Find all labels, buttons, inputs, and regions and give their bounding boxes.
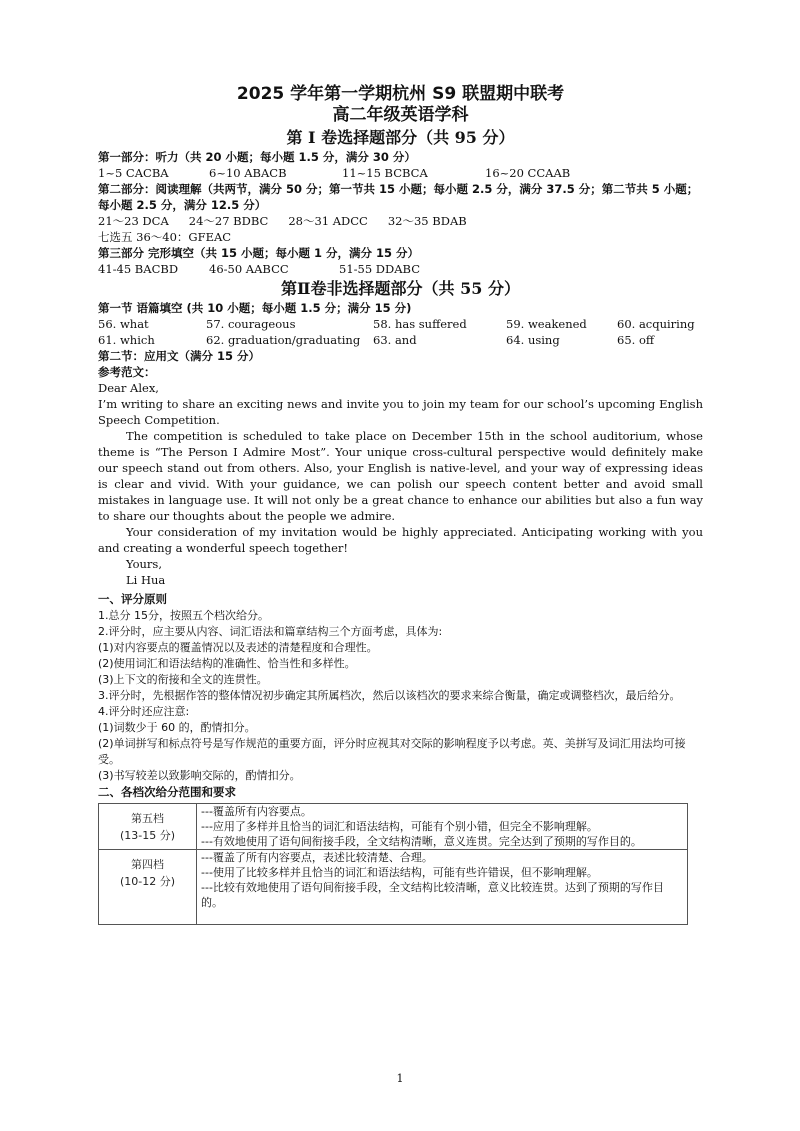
cloze-answers: [98, 261, 703, 277]
letter-closing: Yours,: [126, 557, 162, 571]
reading-heading: 第二部分：阅读理解（共两节，满分 50 分；第一节共 15 小题；每小题 2.5 分，满分 37.5 分；第二节共 5 小题；每小题 2.5 分，满分 12.5 分）: [98, 182, 699, 212]
page-number: 1: [396, 1072, 404, 1085]
grammar-answers-row1: [98, 316, 703, 332]
grades-heading: 二、各档次给分范围和要求: [98, 785, 236, 799]
answer-item: 59. weakened: [506, 317, 587, 331]
table-row: [99, 850, 688, 925]
grade-level: 第五档: [131, 811, 164, 825]
answer-item: 56. what: [98, 317, 149, 331]
principle-item: 4.评分时还应注意:: [98, 705, 190, 718]
subject-title: 高二年级英语学科: [332, 105, 469, 125]
principle-item: (1)对内容要点的覆盖情况以及表述的清楚程度和合理性。: [98, 641, 378, 654]
letter-signature: Li Hua: [126, 573, 166, 587]
answer-item: 61. which: [98, 333, 155, 347]
seven-five-answers: 七选五 36～40：GFEAC: [98, 230, 232, 244]
letter-paragraph-3: Your consideration of my invitation would be highly appreciated. Anticipating working with you and creating a wonderful speech together!: [98, 525, 703, 555]
grade-requirement: ---使用了比较多样并且恰当的词汇和语法结构，可能有些许错误，但不影响理解。: [201, 866, 598, 879]
principle-item: 3.评分时，先根据作答的整体情况初步确定其所属档次，然后以该档次的要求来综合衡量，确定或调整档次，最后给分。: [98, 689, 681, 702]
letter-greeting: Dear Alex,: [98, 381, 159, 395]
answer-item: 60. acquiring: [617, 317, 695, 331]
grade-requirement: ---覆盖了所有内容要点，表述比较清楚、合理。: [201, 851, 433, 864]
grade-level-cell: [99, 804, 197, 850]
principle-item: (3)书写较差以致影响交际的，酌情扣分。: [98, 769, 301, 782]
part2-title: 第Ⅱ卷非选择题部分（共 55 分）: [281, 279, 520, 298]
letter-paragraph-1: I’m writing to share an exciting news and invite you to join my team for our school’s upcoming English Speech Competition.: [98, 397, 703, 427]
principle-item: (2)使用词汇和语法结构的准确性、恰当性和多样性。: [98, 657, 356, 670]
grammar-answers-row2: [98, 332, 703, 348]
part1-title: 第 I 卷选择题部分（共 95 分）: [286, 128, 515, 147]
table-row: [99, 804, 688, 850]
listening-answers: [98, 165, 703, 181]
sample-label: 参考范文：: [98, 365, 156, 379]
answer-item: 57. courageous: [206, 317, 296, 331]
grade-description-cell: [197, 804, 688, 850]
cloze-heading: 第三部分 完形填空（共 15 小题；每小题 1 分，满分 15 分）: [98, 246, 420, 260]
answer-key-page: [98, 84, 703, 925]
principle-item: 2.评分时，应主要从内容、词汇语法和篇章结构三个方面考虑，具体为:: [98, 625, 443, 638]
answer-group: 32～35 BDAB: [387, 214, 467, 228]
grade-requirement: ---比较有效地使用了语句间衔接手段，全文结构比较清晰，意义比较连贯。达到了预期的写作目的。: [201, 881, 664, 909]
principle-item: (1)词数少于 60 的，酌情扣分。: [98, 721, 256, 734]
answer-group: 1~5 CACBA: [98, 166, 169, 180]
grade-requirement: ---覆盖所有内容要点。: [201, 805, 312, 818]
answer-item: 62. graduation/graduating: [206, 333, 361, 347]
answer-group: 16~20 CCAAB: [485, 166, 571, 180]
answer-group: 21～23 DCA: [98, 214, 169, 228]
answer-item: 65. off: [617, 333, 655, 347]
letter-paragraph-2: The competition is scheduled to take place on December 15th in the school auditorium, whose theme is “The Person I Admire Most”. Your unique cross-cultural perspective would definitely make our speech stand out from others. Also, your English is native-level, and your way of expressing ideas is clear and vivid. With your guidance, we can polish our speech content better and avoid small mistakes in language use. It will not only be a great chance to enhance our abilities but also a fun way to share our thoughts about the people we admire.: [98, 429, 703, 523]
principle-item: (2)单词拼写和标点符号是写作规范的重要方面，评分时应视其对交际的影响程度予以考虑。英、美拼写及词汇用法均可接受。: [98, 737, 686, 766]
grade-level-cell: [99, 850, 197, 925]
answer-group: 46-50 AABCC: [209, 262, 289, 276]
answer-group: 11~15 BCBCA: [342, 166, 428, 180]
principle-item: (3)上下文的衔接和全文的连贯性。: [98, 673, 268, 686]
answer-group: 41-45 BACBD: [98, 262, 179, 276]
answer-item: 58. has suffered: [373, 317, 467, 331]
grade-range: (10-12 分): [119, 875, 176, 888]
answer-item: 63. and: [373, 333, 417, 347]
grade-requirement: ---有效地使用了语句间衔接手段，全文结构清晰，意义连贯。完全达到了预期的写作目的。: [201, 835, 642, 848]
grade-range: (13-15 分): [119, 828, 176, 842]
answer-group: 24～27 BDBC: [188, 214, 269, 228]
grammar-heading: 第一节 语篇填空 (共 10 小题；每小题 1.5 分；满分 15 分): [98, 301, 412, 315]
exam-title: 2025 学年第一学期杭州 S9 联盟期中联考: [236, 84, 565, 104]
listening-heading: 第一部分：听力（共 20 小题；每小题 1.5 分，满分 30 分）: [98, 150, 416, 164]
grade-level: 第四档: [131, 858, 164, 871]
writing-heading: 第二节：应用文（满分 15 分）: [98, 349, 261, 363]
grade-description-cell: [197, 850, 688, 925]
principles-heading: 一、评分原则: [98, 592, 167, 606]
answer-group: 6~10 ABACB: [209, 166, 287, 180]
grade-requirement: ---应用了多样并且恰当的词汇和语法结构，可能有个别小错，但完全不影响理解。: [201, 820, 598, 833]
principle-item: 1.总分 15分，按照五个档次给分。: [98, 609, 269, 622]
reading-answers: [98, 213, 703, 229]
grade-table: [98, 803, 688, 925]
answer-group: 28～31 ADCC: [288, 214, 368, 228]
answer-item: 64. using: [506, 333, 560, 347]
answer-group: 51-55 DDABC: [339, 262, 421, 276]
